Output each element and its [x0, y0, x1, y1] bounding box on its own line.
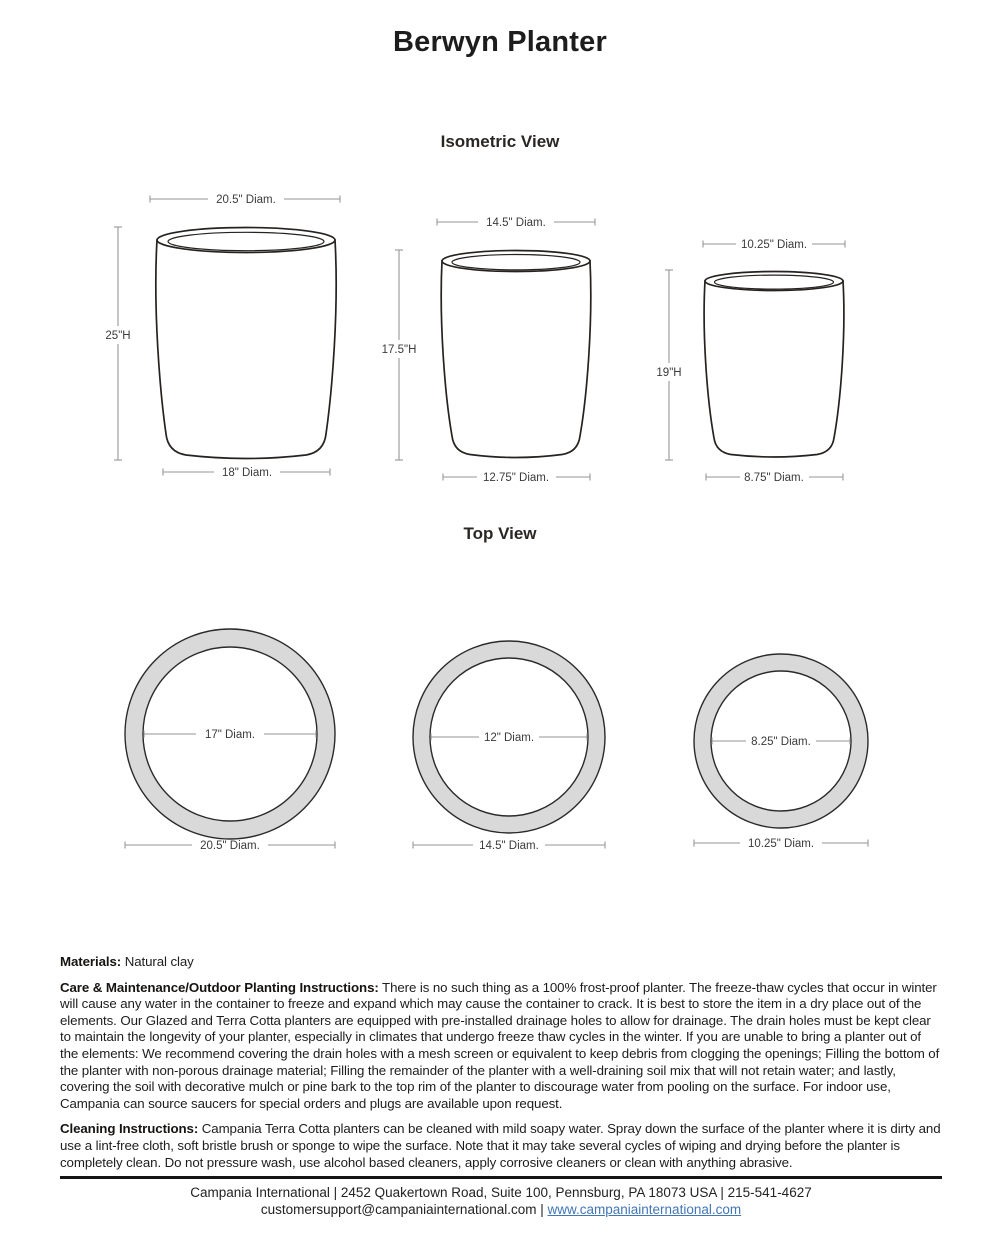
- isometric-view-drawing: [0, 180, 1000, 490]
- top-view-heading: Top View: [463, 524, 537, 543]
- footer-contact-line: [60, 1201, 942, 1218]
- dim-label-top-diam-medium: 14.5" Diam.: [486, 217, 546, 229]
- top-view-drawing: [0, 600, 1000, 870]
- dim-label-inner-diam-small: 8.25" Diam.: [751, 736, 811, 748]
- page-title: Berwyn Planter: [393, 26, 607, 58]
- dim-label-outer-diam-small: 10.25" Diam.: [747, 838, 815, 850]
- dim-label-height-small: 19"H: [656, 367, 682, 379]
- dim-label-bottom-diam-medium: 12.75" Diam.: [482, 472, 550, 484]
- footer-website-link[interactable]: www.campaniainternational.com: [547, 1202, 742, 1217]
- planter-small-top-rim: [705, 272, 843, 291]
- care-instructions-label: Care & Maintenance/Outdoor Planting Instructions:: [60, 979, 379, 995]
- planter-medium-isometric: [382, 217, 595, 484]
- cleaning-instructions-label: Cleaning Instructions:: [60, 1121, 199, 1137]
- ring-medium-top-view: [413, 641, 605, 852]
- details-section: [60, 954, 942, 1180]
- dim-label-inner-diam-medium: 12" Diam.: [483, 732, 535, 744]
- planter-large-top-rim: [157, 228, 335, 253]
- dim-label-outer-diam-large: 20.5" Diam.: [200, 840, 260, 852]
- cleaning-instructions-text: Campania Terra Cotta planters can be cleaned with mild soapy water. Spray down the surface of the planter where it is dirty and use a lint-free cloth, soft bristle brush or sponge to wipe the surface. Note that it may take several cycles of wiping and drying before the planter is completely clean. Do not pressure wash, use alcohol based cleaners, apply corrosive cleaners or clean with anything abrasive.: [60, 1121, 941, 1170]
- planter-small-isometric: [656, 239, 845, 484]
- dimension-line-height-small: [665, 270, 673, 460]
- footer: [60, 1176, 942, 1218]
- dimension-line-height-large: [114, 227, 122, 460]
- footer-email: customersupport@campaniainternational.com: [260, 1202, 537, 1217]
- cleaning-instructions-paragraph: [60, 1121, 942, 1171]
- dim-label-top-diam-small: 10.25" Diam.: [740, 239, 808, 251]
- care-instructions-text: There is no such thing as a 100% frost-proof planter. The freeze-thaw cycles that occur in winter will cause any water in the container to freeze and expand which may cause the container to crack. It is best to store the item in a dry place out of the elements. Our Glazed and Terra Cotta planters are equipped with pre-installed drainage holes to allow for drainage. The drain holes must be kept clear to maintain the longevity of your planter, especially in climates that undergo freeze thaw cycles in the winter. If you are unable to bring a planter out of the elements: We recommend covering the drain holes with a mesh screen or equivalent to keep debris from clogging the openings; Filling the bottom of the planter with non-porous drainage material; Filling the remainder of the planter with a well-draining soil mix that will not retain water; and lastly, covering the soil with decorative mulch or pine bark to the top rim of the planter to discourage water from pooling on the surface. For indoor use, Campania can source saucers for special orders and plugs are available upon request.: [60, 979, 940, 1111]
- planter-large-body: [156, 240, 336, 459]
- planter-large-isometric: [105, 194, 340, 479]
- ring-large-top-view: [125, 629, 335, 852]
- isometric-view-heading: Isometric View: [440, 132, 560, 151]
- planter-medium-body: [441, 261, 591, 458]
- planter-small-body: [704, 281, 844, 457]
- dim-label-outer-diam-medium: 14.5" Diam.: [479, 840, 539, 852]
- footer-address-line: Campania International | 2452 Quakertown Road, Suite 100, Pennsburg, PA 18073 USA | 215-541-4627: [190, 1185, 812, 1200]
- care-instructions-paragraph: [60, 980, 942, 1113]
- dim-label-top-diam-large: 20.5" Diam.: [216, 194, 276, 206]
- ring-small-top-view: [694, 654, 868, 850]
- materials-line: [60, 954, 942, 971]
- materials-label: Materials:: [60, 954, 122, 969]
- dim-label-bottom-diam-small: 8.75" Diam.: [744, 472, 804, 484]
- dim-label-height-large: 25"H: [105, 330, 131, 342]
- dim-label-bottom-diam-large: 18" Diam.: [221, 467, 273, 479]
- footer-separator: |: [536, 1202, 548, 1217]
- planter-medium-top-rim: [442, 251, 590, 272]
- dim-label-height-medium: 17.5"H: [381, 344, 417, 356]
- materials-value: Natural clay: [124, 954, 194, 969]
- dim-label-inner-diam-large: 17" Diam.: [204, 729, 256, 741]
